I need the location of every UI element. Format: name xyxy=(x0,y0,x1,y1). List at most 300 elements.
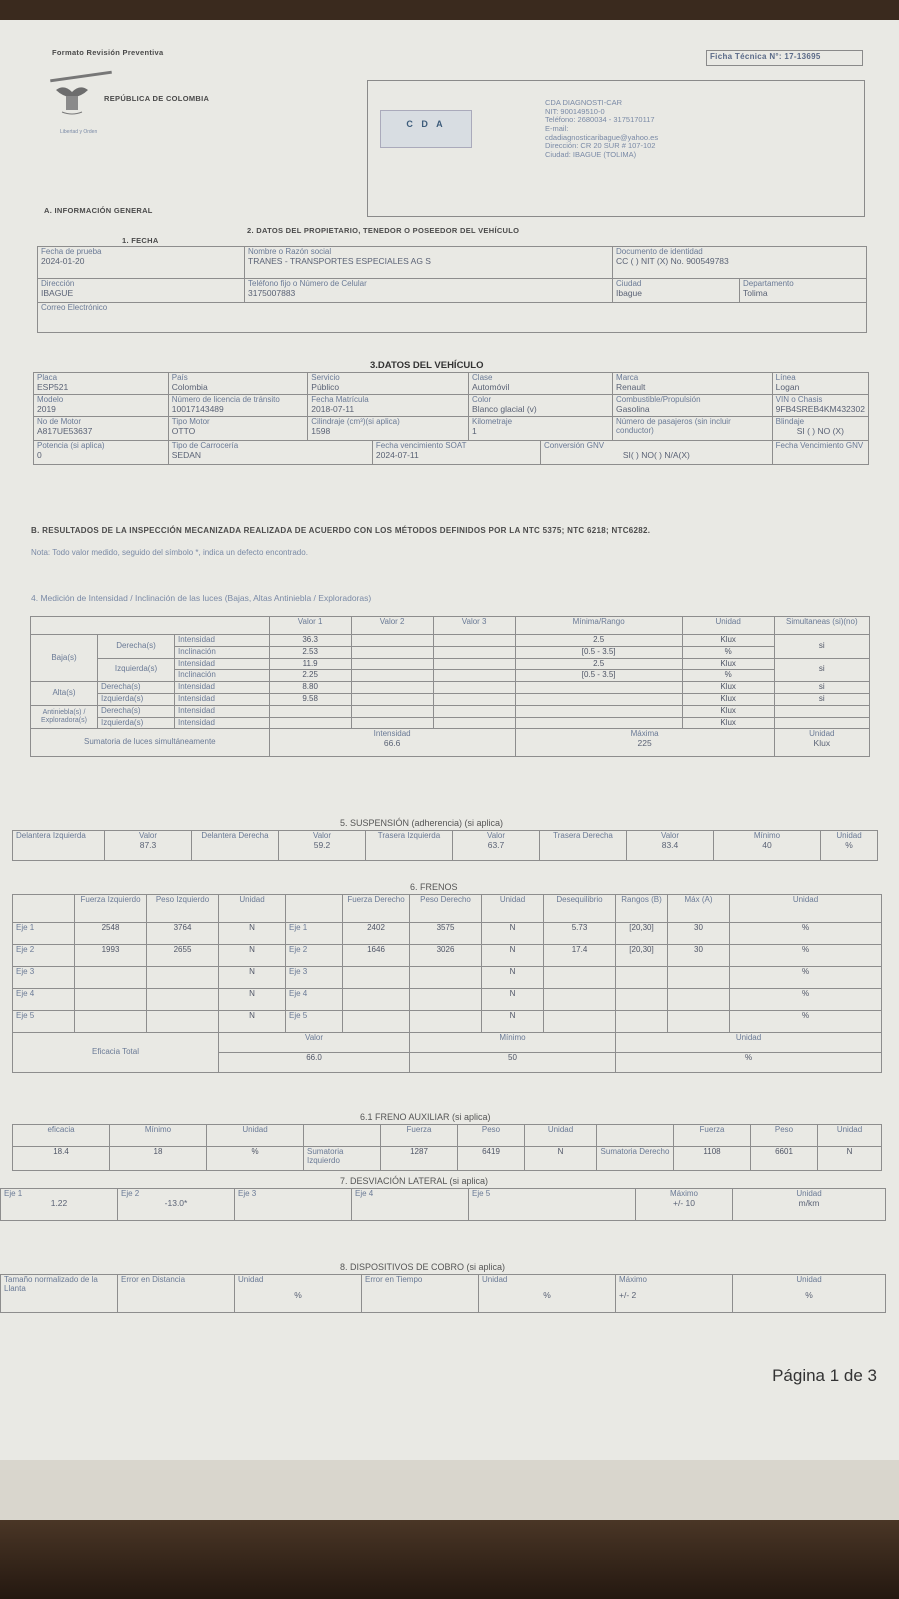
pais-value: Colombia xyxy=(171,381,208,392)
luces-sum-int-label: Intensidad xyxy=(373,729,411,739)
luces-alta-derecha-label: Derecha(s) xyxy=(98,682,175,694)
clase-cell xyxy=(469,373,613,395)
luces-baja-derecha-label: Derecha(s) xyxy=(98,635,175,659)
luces-corner xyxy=(31,617,270,635)
luces-table xyxy=(30,616,870,757)
frenos-h-rangos: Rangos (B) xyxy=(616,895,668,923)
frenos-cell: 2402 xyxy=(343,923,410,945)
frenos-cell xyxy=(343,967,410,989)
luces-sum-label: Sumatoria de luces simultáneamente xyxy=(31,729,270,757)
frenos-cell: 2655 xyxy=(147,945,219,967)
document-page xyxy=(0,20,899,1460)
luces-baja-izq-inc: 2.25 xyxy=(269,670,351,682)
cobro-max-cell xyxy=(616,1275,733,1313)
susp-min-cell xyxy=(714,831,821,861)
clase-value: Automóvil xyxy=(472,381,510,392)
soat-label: Fecha vencimiento SOAT xyxy=(375,441,467,450)
luces-intensidad-label: Intensidad xyxy=(175,682,270,694)
frenos-cell: Eje 1 xyxy=(286,923,343,945)
color-cell xyxy=(469,395,613,417)
aux-unidad-label-der: Unidad xyxy=(818,1125,882,1147)
placa-label: Placa xyxy=(37,373,58,382)
frenos-cell: 30 xyxy=(668,923,730,945)
modelo-label: Modelo xyxy=(37,395,64,404)
luces-alta-izquierda-label: Izquierda(s) xyxy=(98,693,175,705)
frenos-cell xyxy=(410,989,482,1011)
frenos-cell xyxy=(75,1011,147,1033)
cda-ciudad: Ciudad: IBAGUE (TOLIMA) xyxy=(545,149,637,159)
ciudad-value: Ibague xyxy=(616,287,642,298)
luces-unidad-5: Klux xyxy=(682,682,774,694)
frenos-cell xyxy=(544,967,616,989)
aux-izq-fuerza: 1287 xyxy=(381,1147,458,1171)
frenos-cell: 2548 xyxy=(75,923,147,945)
luces-anti-izquierda-label: Izquierda(s) xyxy=(98,717,175,729)
luces-header-valor1: Valor 1 xyxy=(269,617,351,635)
susp-dd-value: 59.2 xyxy=(313,839,331,850)
depto-label: Departamento xyxy=(743,279,794,288)
luces-unidad-1: Klux xyxy=(682,635,774,647)
motor-label: No de Motor xyxy=(37,417,82,426)
frenos-cell xyxy=(75,967,147,989)
cobro-u1: % xyxy=(294,1289,302,1300)
luces-inclinacion-label: Inclinación xyxy=(175,646,270,658)
documento-label: Documento de identidad xyxy=(616,247,703,256)
telefono-value: 3175007883 xyxy=(248,287,296,298)
cda-name: CDA DIAGNOSTI-CAR xyxy=(545,98,623,107)
cobro-u1-cell xyxy=(235,1275,362,1313)
susp-unidad-value: % xyxy=(845,839,853,850)
luces-intensidad-label: Intensidad xyxy=(175,658,270,670)
frenos-cell: Eje 3 xyxy=(13,967,75,989)
correo-label: Correo Electrónico xyxy=(41,303,108,312)
desviacion-table xyxy=(0,1188,886,1221)
frenos-cell xyxy=(668,1011,730,1033)
clase-label: Clase xyxy=(472,373,493,382)
correo-cell xyxy=(38,303,867,333)
cobro-err-tiempo-label: Error en Tiempo xyxy=(362,1275,479,1313)
licencia-value: 10017143489 xyxy=(171,403,224,414)
crest-motto: Libertad y Orden xyxy=(60,129,98,135)
carroceria-label: Tipo de Carrocería xyxy=(171,441,239,450)
cda-info xyxy=(545,99,658,159)
frenos-unidad: % xyxy=(616,1053,882,1073)
frenos-cell: Eje 4 xyxy=(13,989,75,1011)
aux-der-u: N xyxy=(818,1147,882,1171)
km-value: 1 xyxy=(472,425,477,436)
luces-baja-der-inc: 2.53 xyxy=(269,646,351,658)
depto-cell xyxy=(740,279,867,303)
matricula-value: 2018-07-11 xyxy=(311,403,355,414)
cobro-u3: % xyxy=(805,1289,813,1300)
frenos-h-peso-der: Peso Derecho xyxy=(410,895,482,923)
luces-unidad-7: Klux xyxy=(682,705,774,717)
frenos-cell: N xyxy=(219,967,286,989)
frenos-minimo: 50 xyxy=(410,1053,616,1073)
desv-unidad-label: Unidad xyxy=(796,1189,822,1198)
frenos-cell: Eje 1 xyxy=(13,923,75,945)
aux-peso-label-izq: Peso xyxy=(458,1125,525,1147)
frenos-cell xyxy=(668,989,730,1011)
direccion-label: Dirección xyxy=(41,279,75,288)
frenos-cell xyxy=(147,989,219,1011)
frenos-cell: N xyxy=(482,1011,544,1033)
combustible-label: Combustible/Propulsión xyxy=(616,395,701,404)
frenos-cell: N xyxy=(482,967,544,989)
marca-label: Marca xyxy=(616,373,639,382)
desv-max-label: Máximo xyxy=(669,1189,698,1198)
luces-rango-2: [0.5 - 3.5] xyxy=(515,670,682,682)
blindaje-value: SI ( ) NO (X) xyxy=(796,425,844,436)
cobro-u2-cell xyxy=(479,1275,616,1313)
color-label: Color xyxy=(472,395,492,404)
susp-dd-label: Delantera Derecha xyxy=(192,831,279,861)
desv-eje1-value: 1.22 xyxy=(50,1197,68,1208)
ficha-label: Ficha Técnica N°: 17-13695 xyxy=(710,52,821,61)
luces-sum-u-cell xyxy=(774,729,869,757)
susp-td-cell xyxy=(627,831,714,861)
frenos-cell xyxy=(616,989,668,1011)
cilindraje-value: 1598 xyxy=(311,425,331,436)
frenos-cell xyxy=(410,967,482,989)
frenos-cell: N xyxy=(219,923,286,945)
vehiculo-table xyxy=(33,372,869,465)
cda-nit: NIT: 900149510-0 xyxy=(545,106,605,116)
susp-valor-label: Valor xyxy=(312,831,332,840)
luces-unidad-4: % xyxy=(682,670,774,682)
frenos-cell: % xyxy=(730,923,882,945)
frenos-cell xyxy=(75,989,147,1011)
modelo-value: 2019 xyxy=(37,403,56,414)
luces-sum-u-value: Klux xyxy=(813,738,831,749)
frenos-cell xyxy=(616,967,668,989)
suspension-title: 5. SUSPENSIÓN (adherencia) (si aplica) xyxy=(340,818,504,828)
cobro-unidad-label-2: Unidad xyxy=(482,1275,508,1284)
frenos-cell: 30 xyxy=(668,945,730,967)
luces-anti-derecha-label: Derecha(s) xyxy=(98,705,175,717)
gnv-value: SI( ) NO( ) N/A(X) xyxy=(622,449,690,460)
carroceria-value: SEDAN xyxy=(171,449,202,460)
susp-td-label: Trasera Derecha xyxy=(540,831,627,861)
desviacion-title: 7. DESVIACIÓN LATERAL (si aplica) xyxy=(340,1176,489,1186)
combustible-value: Gasolina xyxy=(616,403,650,414)
aux-izq-u: N xyxy=(525,1147,597,1171)
frenos-row xyxy=(13,967,882,989)
luces-inclinacion-label: Inclinación xyxy=(175,670,270,682)
frenos-cell: 17.4 xyxy=(544,945,616,967)
combustible-cell xyxy=(613,395,773,417)
frenos-h-unidad-izq: Unidad xyxy=(219,895,286,923)
cobro-max: +/- 2 xyxy=(619,1289,637,1300)
servicio-value: Público xyxy=(311,381,340,392)
carroceria-cell xyxy=(168,441,372,465)
colombia-crest-icon xyxy=(52,82,92,116)
desv-max-cell xyxy=(636,1189,733,1221)
luces-sum-u-label: Unidad xyxy=(809,729,835,739)
luces-sum-int-value: 66.6 xyxy=(383,738,401,749)
luces-sim-4: si xyxy=(774,693,869,705)
km-cell xyxy=(469,417,613,441)
documento-cell xyxy=(613,247,867,279)
aux-eficacia: 18.4 xyxy=(13,1147,110,1171)
frenos-cell: % xyxy=(730,967,882,989)
telefono-label: Teléfono fijo o Número de Celular xyxy=(248,279,367,288)
frenos-valor-label: Valor xyxy=(219,1033,410,1053)
luces-anti-label: Antiniebla(s) / Exploradora(s) xyxy=(31,705,98,729)
frenos-rows xyxy=(13,923,882,1033)
desv-eje3-label: Eje 3 xyxy=(235,1189,352,1221)
tipo-motor-label: Tipo Motor xyxy=(171,417,210,426)
luces-header-minima: Mínima/Rango xyxy=(515,617,682,635)
luces-alta-der-int: 8.80 xyxy=(269,682,351,694)
page-number: Página 1 de 3 xyxy=(772,1366,877,1385)
razon-value: TRANES - TRANSPORTES ESPECIALES AG S xyxy=(248,255,431,266)
susp-td-value: 83.4 xyxy=(661,839,679,850)
resultados-nota: Nota: Todo valor medido, seguido del símbolo *, indica un defecto encontrado. xyxy=(31,548,308,557)
razon-cell xyxy=(245,247,613,279)
susp-di-label: Delantera Izquierda xyxy=(13,831,105,861)
cobro-max-label: Máximo xyxy=(619,1275,648,1284)
aux-minimo-label: Mínimo xyxy=(110,1125,207,1147)
susp-valor-label: Valor xyxy=(660,831,680,840)
cda-email: cdadiagnosticaribague@yahoo.es xyxy=(545,132,659,142)
susp-min-value: 40 xyxy=(762,839,772,850)
frenos-cell: Eje 5 xyxy=(13,1011,75,1033)
resultados-title: B. RESULTADOS DE LA INSPECCIÓN MECANIZADA REALIZADA DE ACUERDO CON LOS MÉTODOS DEFINIDOS POR LA NTC 5375; NTC 6218; NTC6282. xyxy=(31,526,651,535)
frenos-corner xyxy=(13,895,75,923)
luces-baja-izq-int: 11.9 xyxy=(269,658,351,670)
marca-cell xyxy=(613,373,773,395)
desv-unidad-value: m/km xyxy=(798,1197,820,1208)
desv-eje5-label: Eje 5 xyxy=(469,1189,636,1221)
blindaje-cell xyxy=(772,417,868,441)
frenos-cell: Eje 2 xyxy=(13,945,75,967)
frenos-row xyxy=(13,989,882,1011)
susp-di-value: 87.3 xyxy=(139,839,157,850)
frenos-h-peso-izq: Peso Izquierdo xyxy=(147,895,219,923)
frenos-cell: 3026 xyxy=(410,945,482,967)
frenos-cell xyxy=(410,1011,482,1033)
frenos-h-blank xyxy=(286,895,343,923)
frenos-h-unidad: Unidad xyxy=(730,895,882,923)
linea-label: Línea xyxy=(775,373,796,382)
luces-sum-max-cell xyxy=(515,729,774,757)
cda-direccion: Dirección: CR 20 SUR # 107-102 xyxy=(545,141,656,151)
cilindraje-cell xyxy=(308,417,469,441)
frenos-h-max: Máx (A) xyxy=(668,895,730,923)
frenos-h-fuerza-der: Fuerza Derecho xyxy=(343,895,410,923)
ciudad-cell xyxy=(613,279,740,303)
frenos-cell xyxy=(343,1011,410,1033)
razon-label: Nombre o Razón social xyxy=(248,247,332,256)
frenos-cell: N xyxy=(482,945,544,967)
soat-cell xyxy=(372,441,540,465)
frenos-h-desequilibrio: Desequilibrio xyxy=(544,895,616,923)
frenos-cell xyxy=(544,1011,616,1033)
luces-alta-label: Alta(s) xyxy=(31,682,98,706)
cobro-title: 8. DISPOSITIVOS DE COBRO (si aplica) xyxy=(340,1262,506,1272)
frenos-cell: N xyxy=(219,1011,286,1033)
luces-intensidad-label: Intensidad xyxy=(175,705,270,717)
direccion-value: IBAGUE xyxy=(41,287,74,298)
frenos-cell: Eje 4 xyxy=(286,989,343,1011)
aux-izq-peso: 6419 xyxy=(458,1147,525,1171)
luces-baja-der-int: 36.3 xyxy=(269,635,351,647)
modelo-cell xyxy=(34,395,169,417)
pais-cell xyxy=(168,373,308,395)
gnv-cell xyxy=(541,441,773,465)
desv-eje1-label: Eje 1 xyxy=(4,1189,23,1198)
potencia-cell xyxy=(34,441,169,465)
frenos-cell xyxy=(147,1011,219,1033)
frenos-cell: [20,30] xyxy=(616,945,668,967)
potencia-label: Potencia (si aplica) xyxy=(37,441,105,450)
blindaje-label: Blindaje xyxy=(775,417,805,426)
fecha-prueba-value: 2024-01-20 xyxy=(41,255,85,266)
aux-unidad: % xyxy=(207,1147,304,1171)
frenos-cell: Eje 3 xyxy=(286,967,343,989)
desv-eje4-label: Eje 4 xyxy=(352,1189,469,1221)
vehiculo-title: 3.DATOS DEL VEHÍCULO xyxy=(370,360,484,371)
susp-ti-label: Trasera Izquierda xyxy=(366,831,453,861)
direccion-cell xyxy=(38,279,245,303)
pasajeros-label: Número de pasajeros (sin incluir conductor) xyxy=(616,417,731,435)
fecha-title: 1. FECHA xyxy=(122,236,159,245)
susp-ti-value: 63.7 xyxy=(487,839,505,850)
aux-fuerza-label-der: Fuerza xyxy=(674,1125,751,1147)
matricula-label: Fecha Matrícula xyxy=(311,395,369,404)
luces-baja-izquierda-label: Izquierda(s) xyxy=(98,658,175,682)
republica-label: REPÚBLICA DE COLOMBIA xyxy=(104,94,210,103)
motor-value: A817UE53637 xyxy=(37,425,93,436)
frenos-h-fuerza-izq: Fuerza Izquierdo xyxy=(75,895,147,923)
color-value: Blanco glacial (v) xyxy=(472,403,537,414)
luces-header-unidad: Unidad xyxy=(682,617,774,635)
cobro-u2: % xyxy=(543,1289,551,1300)
gnv-label: Conversión GNV xyxy=(544,441,605,450)
cda-logo xyxy=(380,110,472,148)
luces-sum-int-cell xyxy=(269,729,515,757)
desv-eje1-cell xyxy=(1,1189,118,1221)
cobro-err-dist-label: Error en Distancia xyxy=(118,1275,235,1313)
luces-min-int-1: 2.5 xyxy=(515,635,682,647)
section-a-title: A. INFORMACIÓN GENERAL xyxy=(44,206,153,215)
frenos-cell: Eje 5 xyxy=(286,1011,343,1033)
placa-value: ESP521 xyxy=(37,381,69,392)
susp-min-label: Mínimo xyxy=(753,831,781,840)
luces-rango-1: [0.5 - 3.5] xyxy=(515,646,682,658)
vin-value: 9FB4SREB4KM432302 xyxy=(775,403,865,414)
frenos-h-unidad-der: Unidad xyxy=(482,895,544,923)
luces-header-valor2: Valor 2 xyxy=(351,617,433,635)
luces-min-int-2: 2.5 xyxy=(515,658,682,670)
suspension-table xyxy=(12,830,878,861)
ciudad-label: Ciudad xyxy=(616,279,642,288)
motor-cell xyxy=(34,417,169,441)
aux-unidad-label-izq: Unidad xyxy=(525,1125,597,1147)
placa-cell xyxy=(34,373,169,395)
frenos-cell xyxy=(343,989,410,1011)
frenos-cell: % xyxy=(730,945,882,967)
luces-unidad-2: % xyxy=(682,646,774,658)
frenos-cell: N xyxy=(482,989,544,1011)
frenos-valor: 66.0 xyxy=(219,1053,410,1073)
desv-eje2-cell xyxy=(118,1189,235,1221)
frenos-cell: 1646 xyxy=(343,945,410,967)
soat-value: 2024-07-11 xyxy=(375,449,419,460)
pen-mark xyxy=(50,71,112,83)
cobro-table xyxy=(0,1274,886,1313)
frenos-cell xyxy=(668,967,730,989)
fecha-prueba-cell xyxy=(38,247,245,279)
aux-sum-izq-label: Sumatoria Izquierdo xyxy=(304,1147,381,1171)
licencia-cell xyxy=(168,395,308,417)
frenos-cell xyxy=(616,1011,668,1033)
susp-valor-label: Valor xyxy=(138,831,158,840)
depto-value: Tolima xyxy=(743,287,768,298)
cda-logo-text: C D A xyxy=(406,119,446,129)
frenos-cell: N xyxy=(219,945,286,967)
frenos-cell: Eje 2 xyxy=(286,945,343,967)
luces-unidad-3: Klux xyxy=(682,658,774,670)
km-label: Kilometraje xyxy=(472,417,513,426)
telefono-cell xyxy=(245,279,613,303)
frenos-row xyxy=(13,1011,882,1033)
cobro-unidad-label-3: Unidad xyxy=(796,1275,822,1284)
cobro-tamano-label: Tamaño normalizado de la Llanta xyxy=(1,1275,118,1313)
luces-sim-1: si xyxy=(774,635,869,659)
vin-label: VIN o Chasis xyxy=(775,395,823,404)
ficha-box xyxy=(706,50,863,66)
form-title: Formato Revisión Preventiva xyxy=(52,48,164,57)
servicio-cell xyxy=(308,373,469,395)
frenos-row xyxy=(13,945,882,967)
susp-valor-label: Valor xyxy=(486,831,506,840)
aux-unidad-label: Unidad xyxy=(207,1125,304,1147)
aux-fuerza-label-izq: Fuerza xyxy=(381,1125,458,1147)
auxiliar-table xyxy=(12,1124,882,1171)
auxiliar-title: 6.1 FRENO AUXILIAR (si aplica) xyxy=(360,1112,491,1122)
cda-telefono: Teléfono: 2680034 - 3175170117 xyxy=(545,115,655,125)
luces-alta-izq-int: 9.58 xyxy=(269,693,351,705)
frenos-table xyxy=(12,894,882,1073)
desv-unidad-cell xyxy=(733,1189,886,1221)
frenos-cell: 3575 xyxy=(410,923,482,945)
linea-value: Logan xyxy=(775,381,800,392)
propietario-title: 2. DATOS DEL PROPIETARIO, TENEDOR O POSEEDOR DEL VEHÍCULO xyxy=(247,226,520,235)
frenos-cell: 3764 xyxy=(147,923,219,945)
vin-cell xyxy=(772,395,868,417)
luces-intensidad-label: Intensidad xyxy=(175,717,270,729)
pais-label: País xyxy=(171,373,188,382)
frenos-unidad-label: Unidad xyxy=(616,1033,882,1053)
linea-cell xyxy=(772,373,868,395)
matricula-cell xyxy=(308,395,469,417)
luces-baja-label: Baja(s) xyxy=(31,635,98,682)
susp-dd-cell xyxy=(279,831,366,861)
aux-peso-label-der: Peso xyxy=(751,1125,818,1147)
aux-der-peso: 6601 xyxy=(751,1147,818,1171)
frenos-eficacia-label: Eficacia Total xyxy=(13,1033,219,1073)
cda-email-label: E-mail: xyxy=(545,123,569,133)
servicio-label: Servicio xyxy=(311,373,340,382)
susp-ti-cell xyxy=(453,831,540,861)
tipo-motor-value: OTTO xyxy=(171,425,196,436)
documento-value: CC ( ) NIT (X) No. 900549783 xyxy=(616,255,729,266)
desv-max-value: +/- 10 xyxy=(673,1197,695,1208)
frenos-cell xyxy=(147,967,219,989)
luces-header-valor3: Valor 3 xyxy=(433,617,515,635)
